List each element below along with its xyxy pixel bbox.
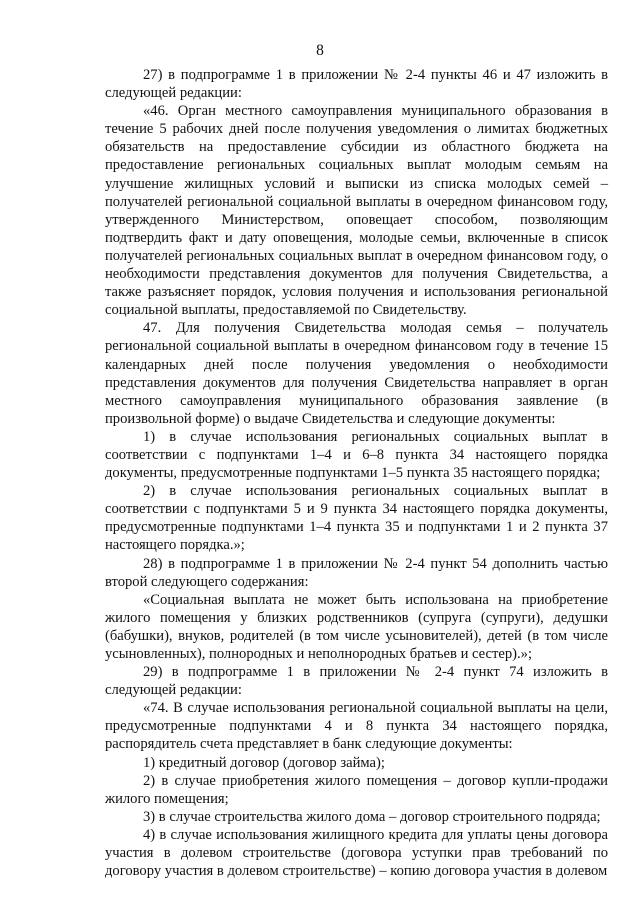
paragraph-subpoint-1: 1) в случае использования региональных социальных выплат в соответствии с подпунктами 1–4 и 6–8 пункта 34 настоящего порядка документы, предусмотренные подпунктами 1–5 пункта 35 настоящего порядка; [105, 428, 608, 482]
page-number: 8 [316, 42, 324, 59]
paragraph-point-46: «46. Орган местного самоуправления муниципального образования в течение 5 рабочих дней после получения уведомления о лимитах бюджетных обязательств на предоставление субсидии из областного бюджета на предоставление региональных социальных выплат молодым семьям на улучшение жилищных условий и выписки из списка молодых семей – получателей региональной социальной выплаты в очередном финансовом году, утвержденного Министерством, оповещает способом, позволяющим подтвердить факт и дату оповещения, молодые семьи, включенные в список получателей региональных социальных выплат в очередном финансовом году, о необходимости представления документов для получения Свидетельства, а также разъясняет порядок, условия получения и использования региональной социальной выплаты, предоставляемой по Свидетельству. [105, 103, 608, 319]
paragraph-social-payment-restriction: «Социальная выплата не может быть использована на приобретение жилого помещения у близких родственников (супруга (супруги), дедушки (бабушки), внуков, родителей (в том числе усыновителей), детей (в том числе усыновленных), полнородных и неполнородных братьев и сестер).»; [105, 591, 608, 662]
paragraph-doc-3: 3) в случае строительства жилого дома – договор строительного подряда; [143, 808, 601, 825]
paragraph-doc-2: 2) в случае приобретения жилого помещения – договор купли-продажи жилого помещения; [105, 772, 608, 807]
paragraph-point-47: 47. Для получения Свидетельства молодая семья – получатель региональной социальной выплаты в очередном финансовом году в течение 15 календарных дней после получения уведомления о необходимости представления документов для получения Свидетельства направляет в орган местного самоуправления муниципального образования заявление (в произвольной форме) о выдаче Свидетельства и следующие документы: [105, 320, 608, 427]
paragraph-doc-1: 1) кредитный договор (договор займа); [143, 754, 385, 771]
paragraph-subpoint-2: 2) в случае использования региональных социальных выплат в соответствии с подпунктами 5 и 9 пункта 34 настоящего порядка документы, предусмотренные подпунктами 1–4 пункта 35 и подпунктами 1 и 2 пункта 37 настоящего порядка.»; [105, 483, 608, 554]
document-body [105, 66, 608, 880]
paragraph-point-74: «74. В случае использования региональной социальной выплаты на цели, предусмотренные подпунктами 4 и 8 пункта 34 настоящего порядка, распорядитель счета представляет в банк следующие документы: [105, 700, 608, 753]
paragraph-item-28: 28) в подпрограмме 1 в приложении № 2-4 пункт 54 дополнить частью второй следующего содержания: [105, 555, 608, 590]
paragraph-item-27: 27) в подпрограмме 1 в приложении № 2-4 пункты 46 и 47 изложить в следующей редакции: [105, 67, 608, 102]
paragraph-doc-4: 4) в случае использования жилищного кредита для уплаты цены договора участия в долевом строительстве (договора уступки прав требований по договору участия в долевом строительстве) – копию договора участия в долевом [105, 826, 608, 880]
paragraph-item-29: 29) в подпрограмме 1 в приложении № 2-4 пункт 74 изложить в следующей редакции: [105, 664, 608, 699]
